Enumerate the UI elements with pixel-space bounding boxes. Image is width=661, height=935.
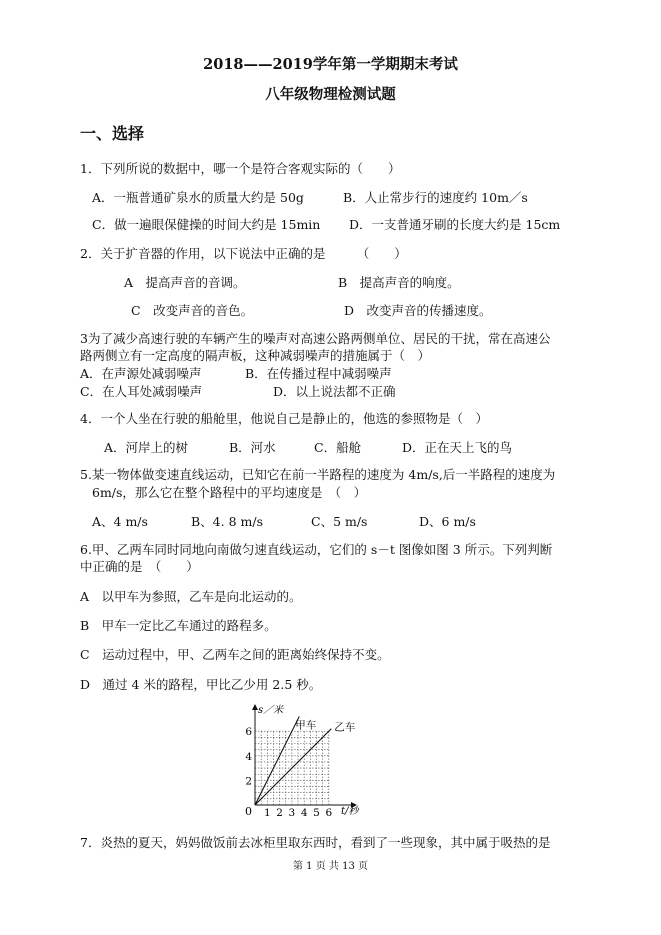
question-5-option-a: A、4 m/s [92,514,148,529]
question-3-stem-line1: 3为了减少高速行驶的车辆产生的噪声对高速公路两侧单位、居民的干扰，常在高速公 [80,331,551,346]
y-axis-label: s／米 [258,705,284,716]
question-6-option-d: D 通过 4 米的路程，甲比乙少用 2.5 秒。 [80,677,322,692]
question-4-option-c: C．船舱 [314,440,362,455]
question-6-option-a: A 以甲车为参照，乙车是向北运动的。 [80,589,302,604]
page-footer: 第 1 页 共 13 页 [293,861,368,872]
x-tick-label: 4 [300,807,308,819]
exam-subtitle: 八年级物理检测试题 [265,86,396,103]
series-label: 甲车 [295,719,317,732]
question-1-option-c: C．做一遍眼保健操的时间大约是 15min [92,217,321,232]
question-7-stem: 7．炎热的夏天，妈妈做饭前去冰柜里取东西时，看到了一些现象，其中属于吸热的是 [80,835,551,850]
question-1-stem: 1．下列所说的数据中，哪一个是符合客观实际的（ ） [80,161,401,176]
question-2-option-d: D 改变声音的传播速度。 [344,303,492,318]
st-graph-svg [238,702,368,820]
question-4-option-a: A．河岸上的树 [104,440,189,455]
question-4-option-b: B．河水 [229,440,276,455]
series-label: 乙车 [334,721,356,734]
x-tick-label: 2 [276,807,283,819]
x-tick-label: 3 [288,807,296,819]
question-6-stem-line2: 中正确的是 （ ） [80,559,199,574]
x-tick-label: 1 [263,807,271,819]
question-4-option-d: D．正在天上飞的鸟 [402,440,513,455]
question-5-option-b: B、4. 8 m/s [191,514,263,529]
question-6-option-b: B 甲车一定比乙车通过的路程多。 [80,618,277,633]
y-tick-label: 4 [245,750,252,763]
y-tick-label: 6 [245,726,252,739]
question-3-option-c: C．在人耳处减弱噪声 [80,384,203,399]
question-5-option-d: D、6 m/s [419,514,476,529]
x-tick-label: 6 [325,807,333,819]
graph-series [255,716,356,805]
question-3-option-b: B．在传播过程中减弱噪声 [245,366,392,381]
question-1-option-b: B．人止常步行的速度约 10m／s [343,190,528,205]
question-6-stem-line1: 6.甲、乙两车同时同地向南做匀速直线运动，它们的 s－t 图像如图 3 所示。下列判断 [80,542,553,557]
y-tick-label: 2 [245,775,252,788]
question-5-stem-line2: 6m/s，那么它在整个路程中的平均速度是 （ ） [92,485,367,500]
question-2-stem: 2．关于扩音器的作用，以下说法中正确的是 （ ） [80,246,407,261]
question-4-stem: 4．一个人坐在行驶的船舱里，他说自己是静止的，他选的参照物是（ ） [80,411,488,426]
origin-label: 0 [245,805,252,818]
question-3-option-a: A．在声源处减弱噪声 [80,366,202,381]
question-6-option-c: C 运动过程中，甲、乙两车之间的距离始终保持不变。 [80,647,390,662]
question-3-option-d: D．以上说法都不正确 [273,384,396,399]
question-5-stem-line1: 5.某一物体做变速直线运动，已知它在前一半路程的速度为 4m/s,后一半路程的速度为 [80,467,556,482]
section-heading: 一、选择 [80,124,145,143]
question-2-option-c: C 改变声音的音色。 [131,303,254,318]
exam-title: 2018——2019学年第一学期期末考试 [203,56,458,73]
series-line [255,729,331,805]
x-axis-label: t/秒 [341,806,359,817]
question-5-option-c: C、5 m/s [311,514,368,529]
question-2-option-a: A 提高声音的音调。 [124,275,246,290]
st-graph [238,702,368,824]
question-1-option-a: A．一瓶普通矿泉水的质量大约是 50g [92,190,304,205]
question-2-option-b: B 提高声音的响度。 [338,275,460,290]
question-3-stem-line2: 路两侧立有一定高度的隔声板，这种减弱噪声的措施属于（ ） [80,348,431,363]
x-tick-label: 5 [313,807,320,819]
series-line [255,716,299,805]
question-1-option-d: D．一支普通牙刷的长度大约是 15cm [349,217,561,232]
